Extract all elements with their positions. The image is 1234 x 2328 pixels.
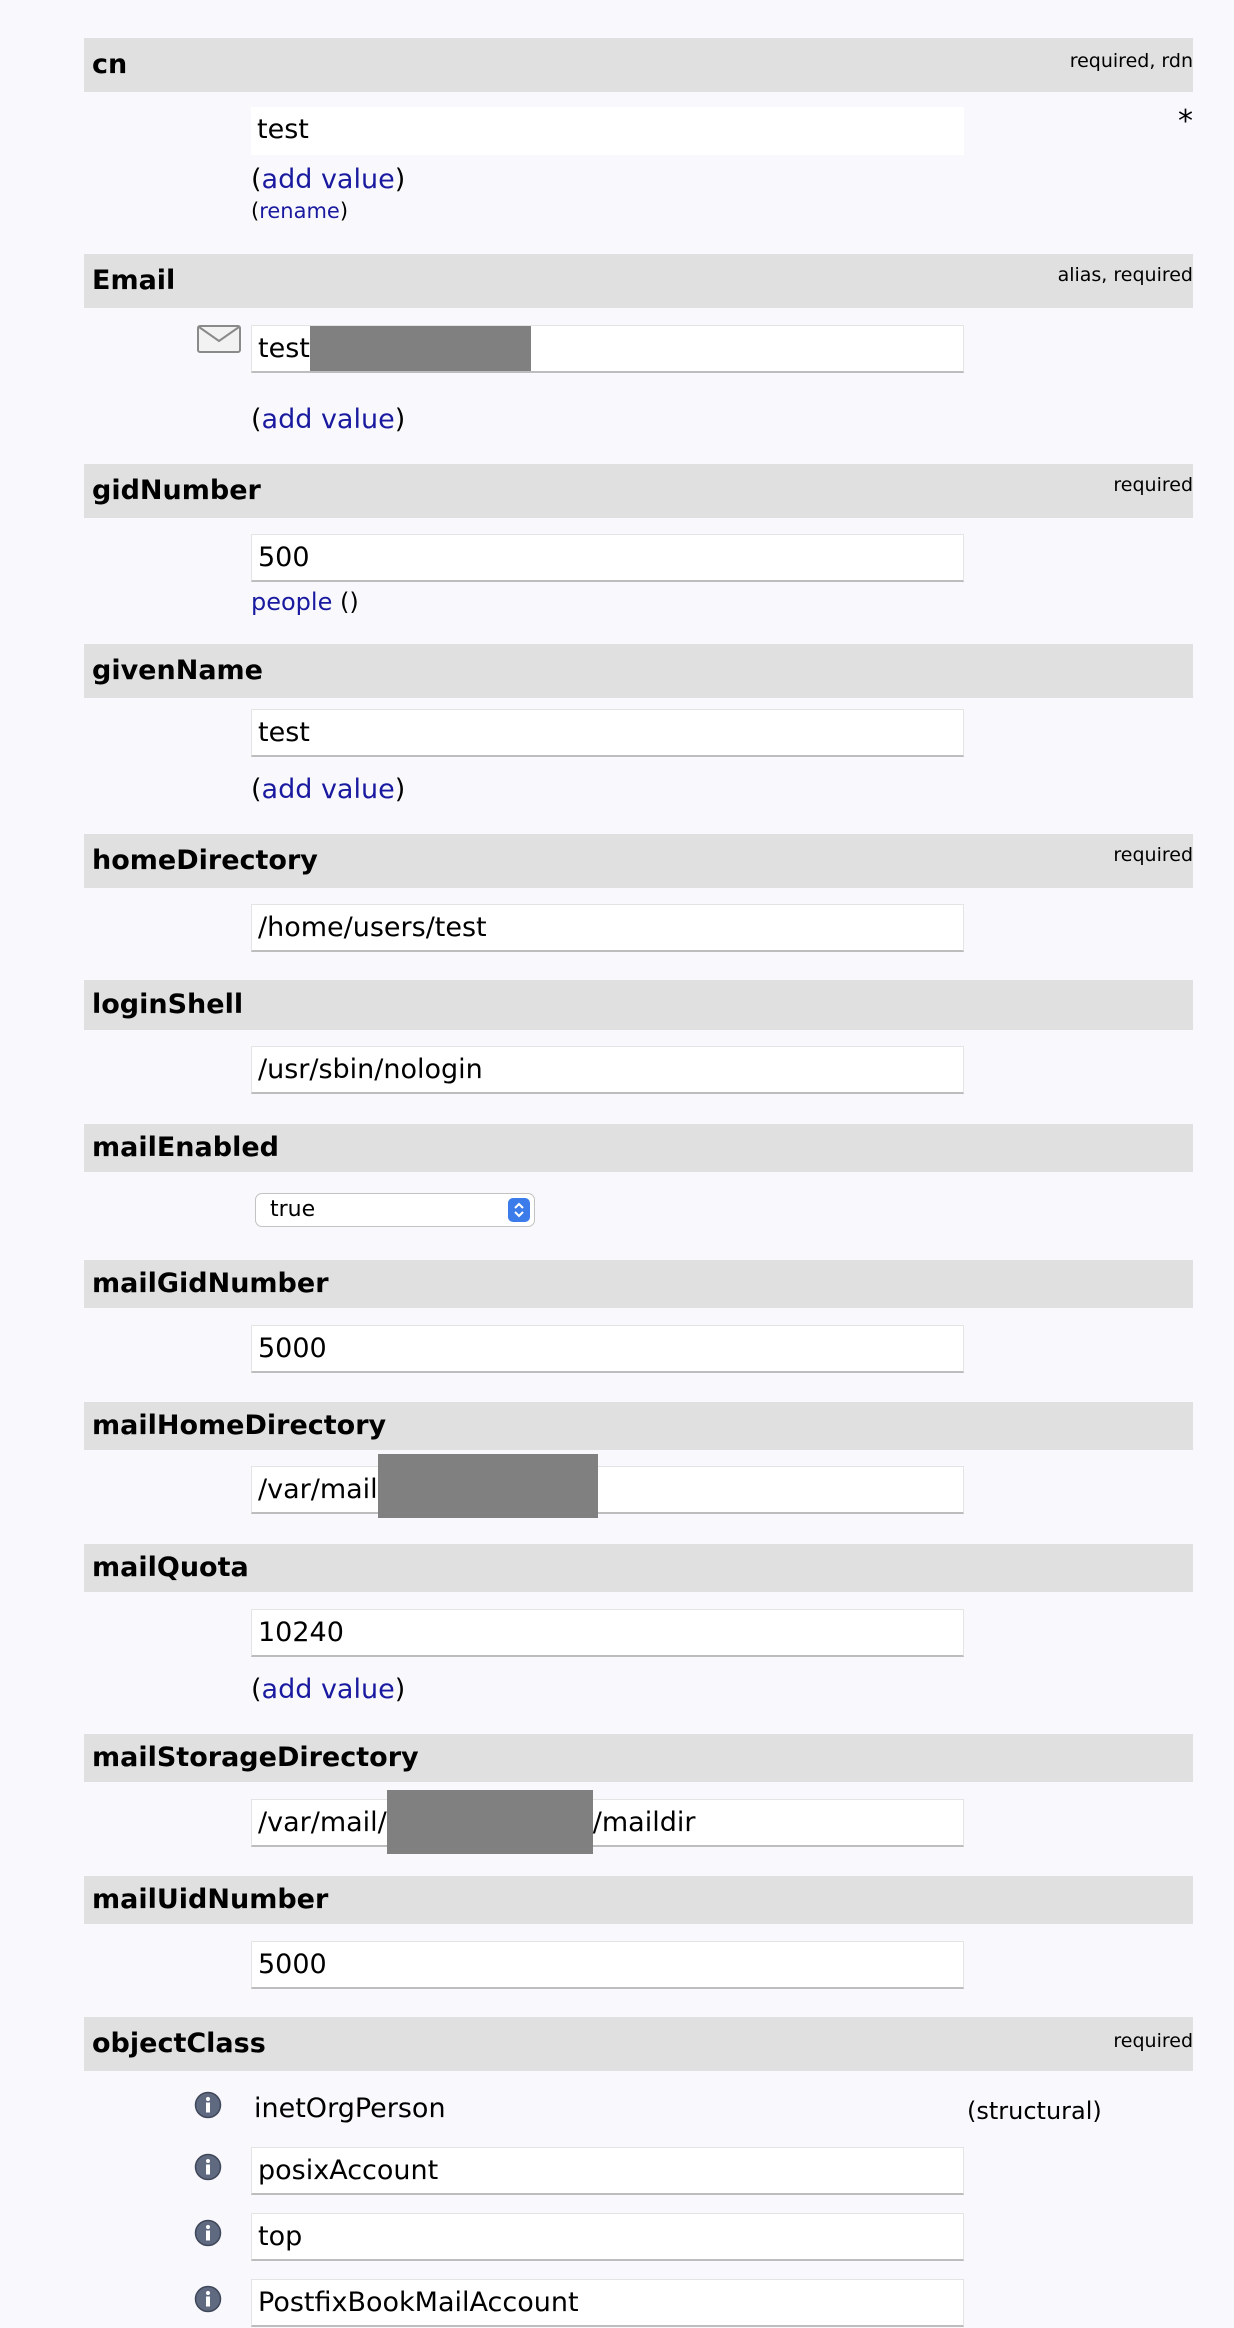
attr-header-gidnumber [84, 464, 1193, 518]
objectclass-input-1[interactable] [251, 2147, 964, 2195]
attr-name: givenName [92, 655, 263, 686]
objectclass-input-2[interactable] [251, 2213, 964, 2261]
attr-name: objectClass [92, 2028, 266, 2059]
mailquota-add-value: (add value) [251, 1674, 406, 1705]
gidnumber-input[interactable] [251, 534, 964, 582]
attr-header-mailenabled [84, 1124, 1193, 1172]
rename-link[interactable]: rename [259, 199, 340, 223]
add-value-link[interactable]: add value [261, 1674, 395, 1705]
attr-header-mailgidnumber [84, 1260, 1193, 1308]
mailstoragedirectory-input[interactable] [251, 1799, 964, 1847]
attr-name: cn [92, 49, 128, 80]
mailgidnumber-value-text: 5000 [258, 1333, 327, 1364]
objectclass-value-text: posixAccount [258, 2155, 439, 2186]
objectclass-value-text: inetOrgPerson [254, 2093, 446, 2124]
info-icon[interactable] [194, 2091, 222, 2119]
cn-value-text: test [257, 114, 309, 145]
attr-header-email [84, 254, 1193, 308]
attr-header-mailuidnumber [84, 1876, 1193, 1924]
homedirectory-value-text: /home/users/test [258, 912, 487, 943]
attr-header-mailquota [84, 1544, 1193, 1592]
objectclass-value-0 [251, 2086, 964, 2134]
givenname-input[interactable] [251, 709, 964, 757]
email-input[interactable] [251, 325, 964, 373]
attr-header-mailhomedirectory [84, 1402, 1193, 1450]
attr-header-homedirectory [84, 834, 1193, 888]
attr-name: mailQuota [92, 1552, 249, 1583]
attr-name: mailEnabled [92, 1132, 279, 1163]
attr-header-givenname [84, 644, 1193, 698]
required-star: * [1178, 104, 1193, 139]
mailquota-input[interactable] [251, 1609, 964, 1657]
cn-add-value: (add value) [251, 164, 406, 195]
attr-header-objectclass [84, 2017, 1193, 2071]
gidnumber-group [251, 588, 359, 616]
homedirectory-input[interactable] [251, 904, 964, 952]
attr-flags: required [1113, 2030, 1193, 2052]
attr-name: mailHomeDirectory [92, 1410, 387, 1441]
attr-flags: required [1113, 474, 1193, 496]
attr-name: loginShell [92, 989, 244, 1020]
givenname-value-text: test [258, 717, 310, 748]
attr-name: mailUidNumber [92, 1884, 329, 1915]
mailgidnumber-input[interactable] [251, 1325, 964, 1373]
mailhomedirectory-input[interactable] [251, 1466, 964, 1514]
email-value-text: test [258, 333, 310, 364]
chevron-updown-icon [508, 1198, 530, 1222]
gidnumber-value-text: 500 [258, 542, 310, 573]
mailuidnumber-input[interactable] [251, 1941, 964, 1989]
objectclass-value-text: PostfixBookMailAccount [258, 2287, 579, 2318]
info-icon[interactable] [194, 2285, 222, 2313]
attr-name: gidNumber [92, 475, 261, 506]
objectclass-input-3[interactable] [251, 2279, 964, 2327]
select-value: true [270, 1197, 316, 1222]
redacted-block [378, 1454, 598, 1518]
add-value-link[interactable]: add value [261, 164, 395, 195]
redacted-block [310, 325, 531, 373]
redacted-block [387, 1790, 593, 1854]
add-value-link[interactable]: add value [261, 404, 395, 435]
attr-header-cn [84, 38, 1193, 92]
attr-flags: required, rdn [1069, 50, 1193, 72]
mailuidnumber-value-text: 5000 [258, 1949, 327, 1980]
info-icon[interactable] [194, 2153, 222, 2181]
objectclass-value-text: top [258, 2221, 303, 2252]
loginshell-input[interactable] [251, 1046, 964, 1094]
attr-name: mailGidNumber [92, 1268, 329, 1299]
add-value-link[interactable]: add value [261, 774, 395, 805]
attr-header-mailstoragedirectory [84, 1734, 1193, 1782]
mailstoragedirectory-prefix: /var/mail/ [258, 1807, 387, 1838]
mailenabled-select[interactable] [255, 1193, 535, 1227]
mailstoragedirectory-suffix: /maildir [592, 1807, 696, 1838]
group-link-suffix: () [332, 588, 359, 616]
cn-rename: (rename) [251, 199, 349, 223]
group-link[interactable]: people [251, 588, 333, 616]
attr-name: homeDirectory [92, 845, 318, 876]
attr-name: Email [92, 265, 176, 296]
attr-flags: required [1113, 844, 1193, 866]
structural-label: (structural) [967, 2097, 1102, 2125]
loginshell-value-text: /usr/sbin/nologin [258, 1054, 483, 1085]
attr-flags: alias, required [1057, 264, 1193, 286]
cn-value[interactable] [251, 107, 964, 155]
mailhomedirectory-value-text: /var/mail [258, 1474, 378, 1505]
envelope-icon[interactable] [197, 325, 241, 353]
attr-header-loginshell [84, 980, 1193, 1030]
email-add-value: (add value) [251, 404, 406, 435]
attr-name: mailStorageDirectory [92, 1742, 419, 1773]
givenname-add-value: (add value) [251, 774, 406, 805]
info-icon[interactable] [194, 2219, 222, 2247]
mailquota-value-text: 10240 [258, 1617, 344, 1648]
